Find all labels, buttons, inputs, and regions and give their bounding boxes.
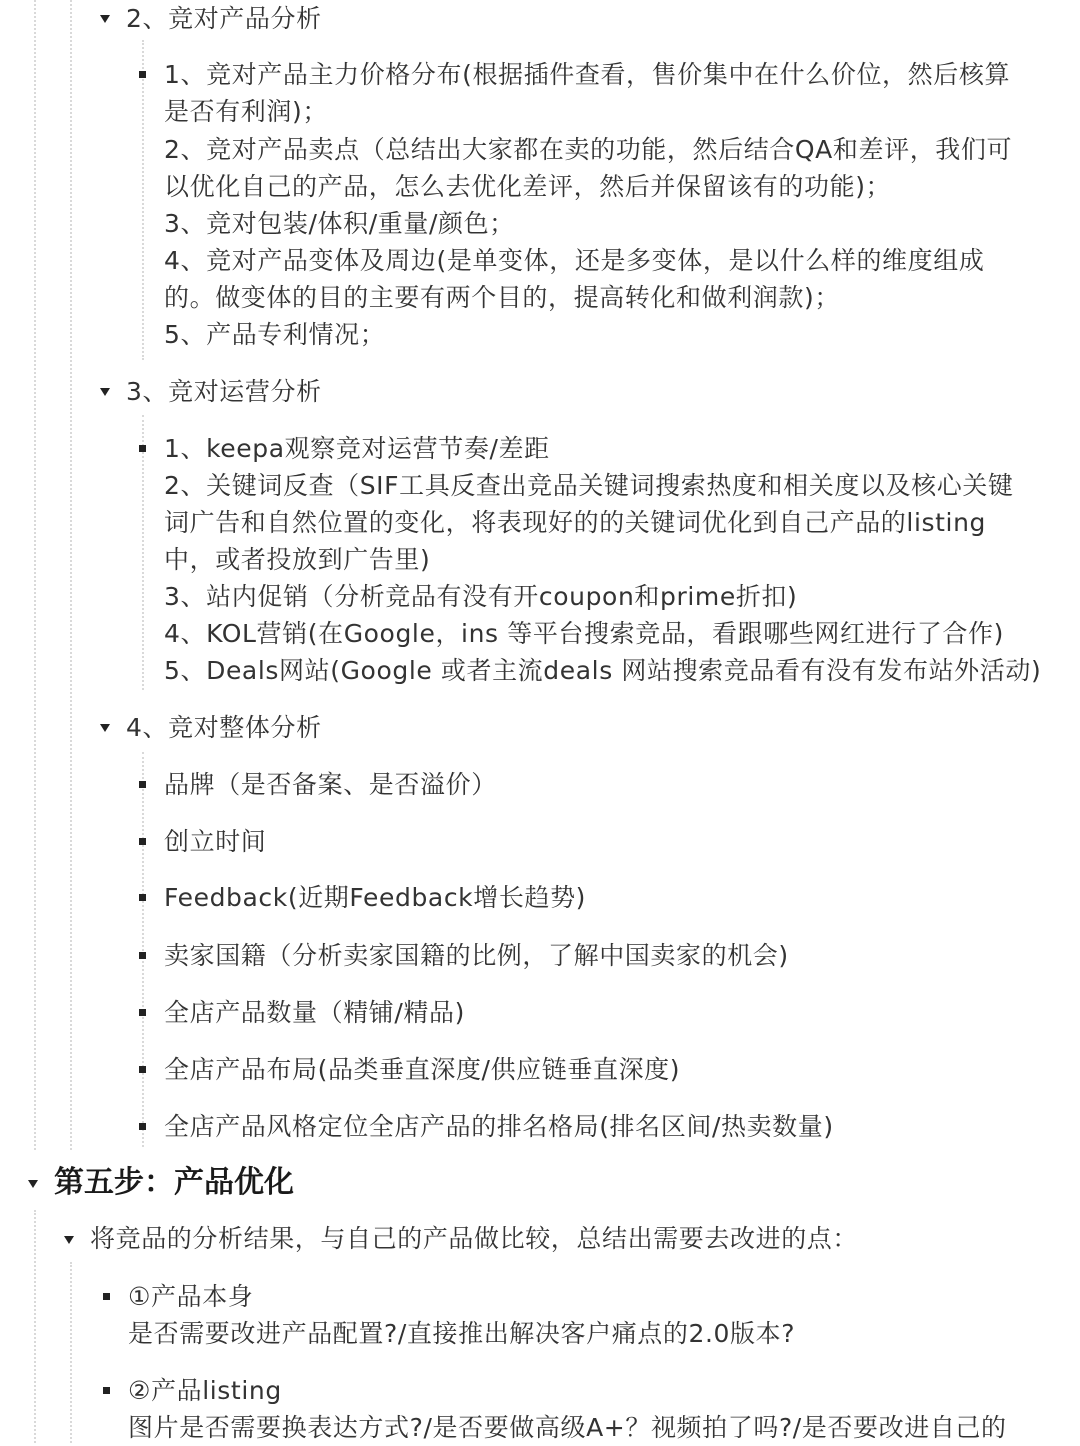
text-line: 1、竞对产品主力价格分布(根据插件查看，售价集中在什么价位，然后核算	[164, 60, 1011, 89]
bullet-icon	[139, 1009, 146, 1016]
node-title: 4、竞对整体分析	[126, 713, 322, 742]
tree-guide-line	[70, 0, 72, 1150]
tree-guide-line	[142, 415, 144, 690]
text-line: 2、关键词反查（SIF工具反查出竞品关键词搜索热度和相关度以及核心关键	[164, 471, 1014, 500]
text-line: 4、KOL营销(在Google，ins 等平台搜索竞品，看跟哪些网红进行了合作)	[164, 619, 1004, 648]
collapse-toggle-icon[interactable]	[100, 388, 110, 396]
node-title: 3、竞对运营分析	[126, 377, 322, 406]
tree-guide-line	[34, 0, 36, 1150]
collapse-toggle-icon[interactable]	[100, 724, 110, 732]
bullet-icon	[139, 952, 146, 959]
text-line: 1、keepa观察竞对运营节奏/差距	[164, 434, 550, 463]
node-title: 将竞品的分析结果，与自己的产品做比较，总结出需要去改进的点：	[90, 1224, 859, 1253]
text-line: 3、站内促销（分析竞品有没有开coupon和prime折扣)	[164, 582, 798, 611]
bullet-icon	[139, 445, 146, 452]
node-title: 2、竞对产品分析	[126, 4, 322, 33]
text-line: 中，或者投放到广告里)	[164, 545, 431, 574]
bullet-icon	[139, 781, 146, 788]
tree-guide-line	[142, 752, 144, 1147]
collapse-toggle-icon[interactable]	[100, 15, 110, 23]
bullet-icon	[139, 71, 146, 78]
bullet-icon	[139, 838, 146, 845]
bullet-icon	[139, 1066, 146, 1073]
bullet-icon	[139, 894, 146, 901]
list-item-label: Feedback(近期Feedback增长趋势)	[164, 883, 587, 912]
text-line: 以优化自己的产品，怎么去优化差评，然后并保留该有的功能)；	[164, 172, 892, 201]
list-item-label: 品牌（是否备案、是否溢价）	[164, 770, 497, 799]
text-line: 的。做变体的目的主要有两个目的，提高转化和做利润款)；	[164, 283, 840, 312]
list-item-label: 卖家国籍（分析卖家国籍的比例，了解中国卖家的机会)	[164, 941, 789, 970]
list-item-label: ①产品本身	[128, 1282, 254, 1311]
text-line: 5、产品专利情况；	[164, 320, 386, 349]
bullet-icon	[103, 1387, 110, 1394]
collapse-toggle-icon[interactable]	[64, 1236, 74, 1244]
text-line: 5、Deals网站(Google 或者主流deals 网站搜索竞品看有没有发布站外活动)	[164, 656, 1042, 685]
text-line: 是否有利润)；	[164, 97, 328, 126]
text-line: 4、竞对产品变体及周边(是单变体，还是多变体，是以什么样的维度组成	[164, 246, 985, 275]
bullet-icon	[103, 1293, 110, 1300]
list-item-label: ②产品listing	[128, 1376, 282, 1405]
list-item-detail: 图片是否需要换表达方式?/是否要做高级A+？视频拍了吗?/是否要改进自己的	[128, 1413, 1007, 1442]
bullet-icon	[139, 1123, 146, 1130]
text-line: 2、竞对产品卖点（总结出大家都在卖的功能，然后结合QA和差评，我们可	[164, 135, 1013, 164]
list-item-label: 全店产品风格定位全店产品的排名格局(排名区间/热卖数量)	[164, 1112, 834, 1141]
collapse-toggle-icon[interactable]	[28, 1180, 38, 1188]
list-item-label: 全店产品布局(品类垂直深度/供应链垂直深度)	[164, 1055, 681, 1084]
tree-guide-line	[34, 1210, 36, 1443]
list-item-label: 全店产品数量（精铺/精品)	[164, 998, 465, 1027]
section-heading: 第五步：产品优化	[54, 1165, 294, 1200]
text-line: 3、竞对包装/体积/重量/颜色；	[164, 209, 515, 238]
tree-guide-line	[142, 40, 144, 360]
text-line: 词广告和自然位置的变化，将表现好的的关键词优化到自己产品的listing	[164, 508, 986, 537]
tree-guide-line	[70, 1262, 72, 1443]
list-item-detail: 是否需要改进产品配置?/直接推出解决客户痛点的2.0版本?	[128, 1319, 796, 1348]
list-item-label: 创立时间	[164, 827, 267, 856]
